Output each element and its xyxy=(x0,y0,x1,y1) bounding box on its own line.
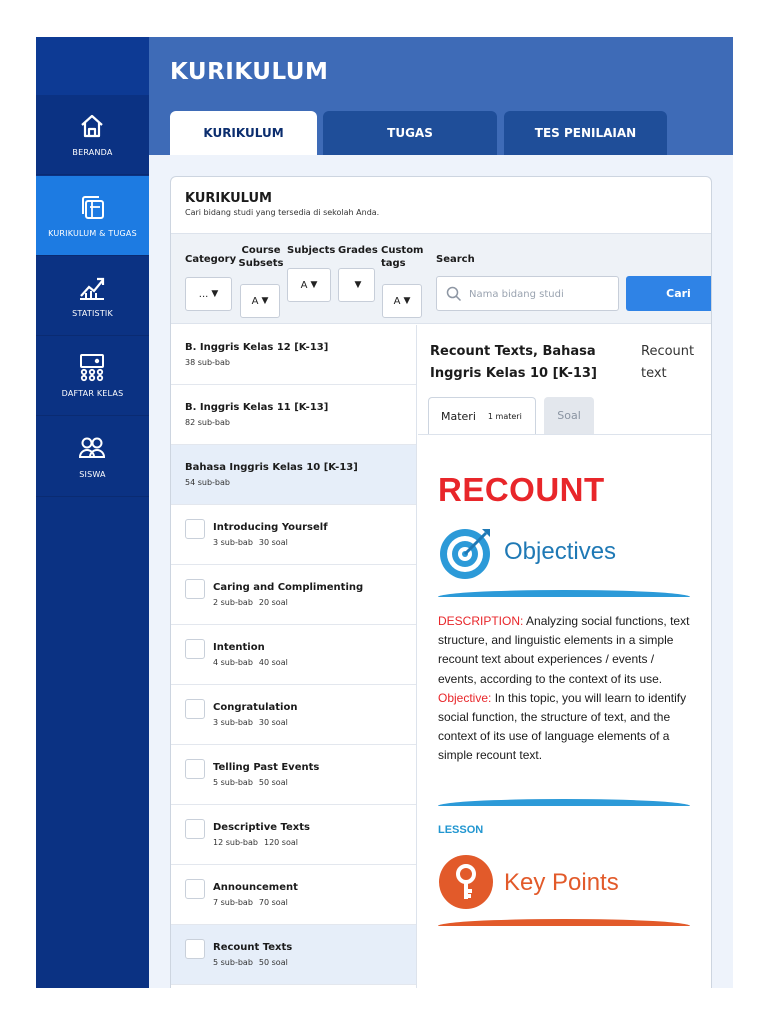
list-item[interactable] xyxy=(171,805,417,865)
list-item-meta: 54 sub-bab xyxy=(185,478,230,487)
sidebar-item-beranda[interactable] xyxy=(36,95,149,175)
users-icon xyxy=(77,433,107,463)
sidebar-item-kurikulum-tugas[interactable] xyxy=(36,176,149,256)
detail-panel xyxy=(418,325,711,988)
material-content xyxy=(418,435,711,988)
list-item[interactable] xyxy=(171,925,417,985)
card-header xyxy=(171,177,711,234)
objectives-divider xyxy=(438,590,690,597)
list-item-title: Caring and Complimenting xyxy=(213,582,364,593)
chart-icon xyxy=(77,272,107,302)
chevron-down-icon: ▼ xyxy=(261,296,269,306)
key-points-divider xyxy=(438,919,690,926)
category-label: Category xyxy=(185,254,237,265)
list-item[interactable] xyxy=(171,445,417,505)
page-title: KURIKULUM xyxy=(170,59,329,85)
list-item-checkbox[interactable] xyxy=(185,819,205,839)
list-item-checkbox[interactable] xyxy=(185,939,205,959)
subject-list xyxy=(171,325,417,988)
key-icon xyxy=(438,853,496,911)
list-item-checkbox[interactable] xyxy=(185,759,205,779)
list-item-title: Announcement xyxy=(213,882,298,893)
list-item-checkbox[interactable] xyxy=(185,879,205,899)
list-item-title: Bahasa Inggris Kelas 10 [K-13] xyxy=(185,462,358,473)
list-item-checkbox[interactable] xyxy=(185,519,205,539)
card-subtitle: Cari bidang studi yang tersedia di sekolah Anda. xyxy=(185,208,380,217)
list-item[interactable] xyxy=(171,505,417,565)
detail-type-label: Recount text xyxy=(641,344,695,381)
list-item[interactable] xyxy=(171,685,417,745)
list-item[interactable] xyxy=(171,325,417,385)
grades-select[interactable] xyxy=(338,268,375,302)
objectives-bottom-divider xyxy=(438,799,690,806)
chevron-down-icon: ▼ xyxy=(354,280,362,290)
list-item-meta: 5 sub-bab 50 soal xyxy=(213,958,288,967)
app-window xyxy=(36,37,733,988)
category-select[interactable]: ... ▼ xyxy=(185,277,232,311)
objectives-text: DESCRIPTION: Analyzing social functions, text structure, and linguistic elements in a simple recount text about experiences / events / events, according to the context of its use. Objective: In this topic, you will learn to identify social function, the structure of text, and the context of its use of language elements of a simple recount text. xyxy=(438,614,690,763)
target-icon xyxy=(438,523,496,581)
subjects-label: Subjects xyxy=(287,245,336,256)
list-item-title: Recount Texts xyxy=(213,942,293,953)
list-item-meta: 4 sub-bab 40 soal xyxy=(213,658,288,667)
layers-icon xyxy=(77,192,107,222)
chevron-down-icon: ▼ xyxy=(310,280,318,290)
list-item[interactable] xyxy=(171,625,417,685)
material-heading: RECOUNT xyxy=(438,471,605,508)
list-item-meta: 3 sub-bab 30 soal xyxy=(213,718,288,727)
tab-tes-penilaian[interactable]: TES PENILAIAN xyxy=(504,111,667,155)
sidebar-item-statistik[interactable] xyxy=(36,256,149,336)
course-subsets-select[interactable]: A ▼ xyxy=(240,284,280,318)
lesson-label: LESSON xyxy=(438,824,484,836)
list-item-checkbox[interactable] xyxy=(185,579,205,599)
list-item-title: Introducing Yourself xyxy=(213,522,328,533)
search-icon xyxy=(446,286,462,302)
course-subsets-label: Course Subsets xyxy=(238,245,284,269)
sidebar-item-siswa[interactable] xyxy=(36,417,149,497)
list-item-checkbox[interactable] xyxy=(185,699,205,719)
list-item[interactable] xyxy=(171,385,417,445)
list-item-meta: 7 sub-bab 70 soal xyxy=(213,898,288,907)
subjects-select[interactable]: A ▼ xyxy=(287,268,331,302)
list-item-meta: 3 sub-bab 30 soal xyxy=(213,538,288,547)
class-list-icon xyxy=(77,352,107,382)
list-item-meta: 2 sub-bab 20 soal xyxy=(213,598,288,607)
curriculum-card xyxy=(170,176,712,988)
list-item-title: Intention xyxy=(213,642,265,653)
custom-tags-select[interactable]: A ▼ xyxy=(382,284,422,318)
sidebar-brand xyxy=(36,37,149,95)
sidebar-item-label: STATISTIK xyxy=(72,309,113,318)
chevron-down-icon: ▼ xyxy=(403,296,411,306)
list-item-checkbox[interactable] xyxy=(185,639,205,659)
list-item-title: Congratulation xyxy=(213,702,298,713)
sidebar-item-label: BERANDA xyxy=(72,148,113,157)
objectives-title: Objectives xyxy=(504,538,617,565)
detail-title: Recount Texts, Bahasa Inggris Kelas 10 [K-13] xyxy=(430,344,597,381)
search-label: Search xyxy=(436,254,475,265)
list-item-meta: 82 sub-bab xyxy=(185,418,230,427)
list-item-meta: 5 sub-bab 50 soal xyxy=(213,778,288,787)
list-item-title: B. Inggris Kelas 11 [K-13] xyxy=(185,402,329,413)
tab-materi[interactable]: Materi 1 materi xyxy=(428,397,536,434)
list-item[interactable] xyxy=(171,745,417,805)
tab-kurikulum[interactable]: KURIKULUM xyxy=(170,111,317,155)
search-input[interactable] xyxy=(469,285,609,303)
tab-soal[interactable]: Soal xyxy=(544,397,594,434)
home-icon xyxy=(77,111,107,141)
key-points-title: Key Points xyxy=(504,869,619,896)
list-item-title: Telling Past Events xyxy=(213,762,320,773)
chevron-down-icon: ▼ xyxy=(211,289,219,299)
list-item-title: Descriptive Texts xyxy=(213,822,310,833)
search-button[interactable]: Cari xyxy=(626,276,712,311)
list-item[interactable] xyxy=(171,565,417,625)
custom-tags-label: Custom tags xyxy=(381,245,424,269)
sidebar-item-label: SISWA xyxy=(79,470,106,479)
sidebar-item-daftar-kelas[interactable] xyxy=(36,336,149,416)
card-title: KURIKULUM xyxy=(185,191,272,206)
search-box xyxy=(436,276,619,311)
sidebar-item-label: KURIKULUM & TUGAS xyxy=(48,229,137,238)
list-item-title: B. Inggris Kelas 12 [K-13] xyxy=(185,342,329,353)
header xyxy=(149,37,733,155)
list-item-meta: 38 sub-bab xyxy=(185,358,230,367)
sidebar-item-label: DAFTAR KELAS xyxy=(61,389,124,398)
materi-count: 1 materi xyxy=(487,411,522,421)
tab-tugas[interactable]: TUGAS xyxy=(323,111,497,155)
grades-label: Grades xyxy=(338,245,378,256)
list-item-meta: 12 sub-bab 120 soal xyxy=(213,838,298,847)
filter-bar xyxy=(171,234,711,324)
list-item[interactable] xyxy=(171,865,417,925)
sidebar xyxy=(36,37,149,988)
